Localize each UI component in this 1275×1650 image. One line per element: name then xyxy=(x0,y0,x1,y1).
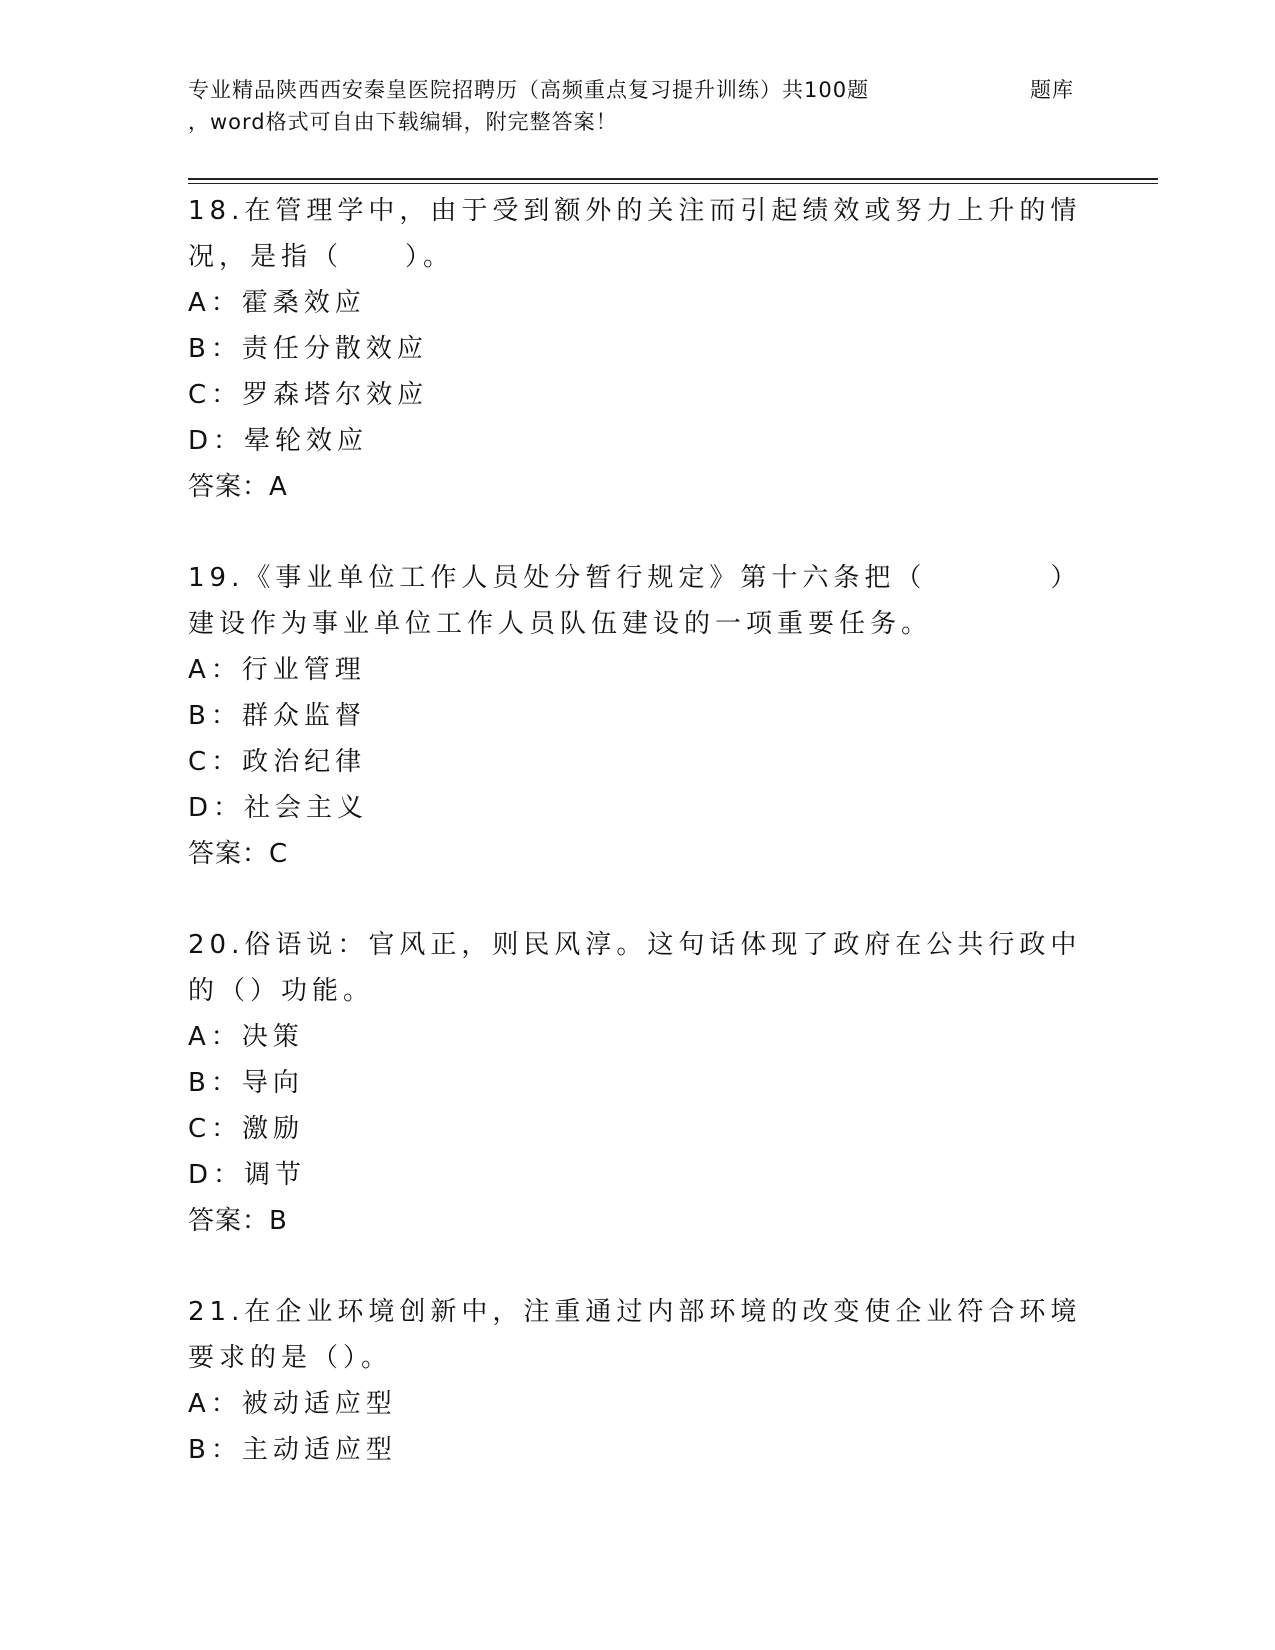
option-a: A：霍桑效应 xyxy=(188,288,366,318)
option-d: D：晕轮效应 xyxy=(188,426,369,456)
option-a: A：决策 xyxy=(188,1022,304,1052)
option-c: C：政治纪律 xyxy=(188,747,367,777)
header-tag: 题库 xyxy=(1030,78,1074,102)
option-a: A：行业管理 xyxy=(188,655,366,685)
document-header xyxy=(188,74,1158,138)
option-c: C：罗森塔尔效应 xyxy=(188,380,429,410)
question-stem: 21.在企业环境创新中，注重通过内部环境的改变使企业符合环境要求的是（）。 xyxy=(188,1297,1082,1373)
header-rule-thin xyxy=(188,183,1158,184)
answer: 答案：A xyxy=(188,472,288,502)
question-18 xyxy=(188,188,1088,510)
question-stem: 19.《事业单位工作人员处分暂行规定》第十六条把（ ）建设作为事业单位工作人员队伍建设的一项重要任务。 xyxy=(188,563,1082,639)
question-19 xyxy=(188,555,1088,877)
header-rule-thick xyxy=(188,178,1158,180)
header-line-1 xyxy=(188,74,1158,106)
option-c: C：激励 xyxy=(188,1114,305,1144)
option-b: B：主动适应型 xyxy=(188,1435,397,1465)
option-b: B：导向 xyxy=(188,1068,304,1098)
question-stem: 18.在管理学中，由于受到额外的关注而引起绩效或努力上升的情况，是指（ ）。 xyxy=(188,196,1082,272)
option-d: D：社会主义 xyxy=(188,793,369,823)
answer: 答案：B xyxy=(188,1206,288,1236)
question-stem: 20.俗语说：官风正，则民风淳。这句话体现了政府在公共行政中的（）功能。 xyxy=(188,930,1082,1006)
header-subtitle: ，word格式可自由下载编辑，附完整答案！ xyxy=(188,110,618,134)
answer: 答案：C xyxy=(188,839,289,869)
question-21 xyxy=(188,1289,1088,1473)
option-b: B：群众监督 xyxy=(188,701,366,731)
option-d: D：调节 xyxy=(188,1160,307,1190)
option-a: A：被动适应型 xyxy=(188,1389,397,1419)
option-b: B：责任分散效应 xyxy=(188,334,428,364)
question-20 xyxy=(188,922,1088,1244)
header-title: 专业精品陕西西安秦皇医院招聘历（高频重点复习提升训练）共100题 xyxy=(188,78,870,102)
